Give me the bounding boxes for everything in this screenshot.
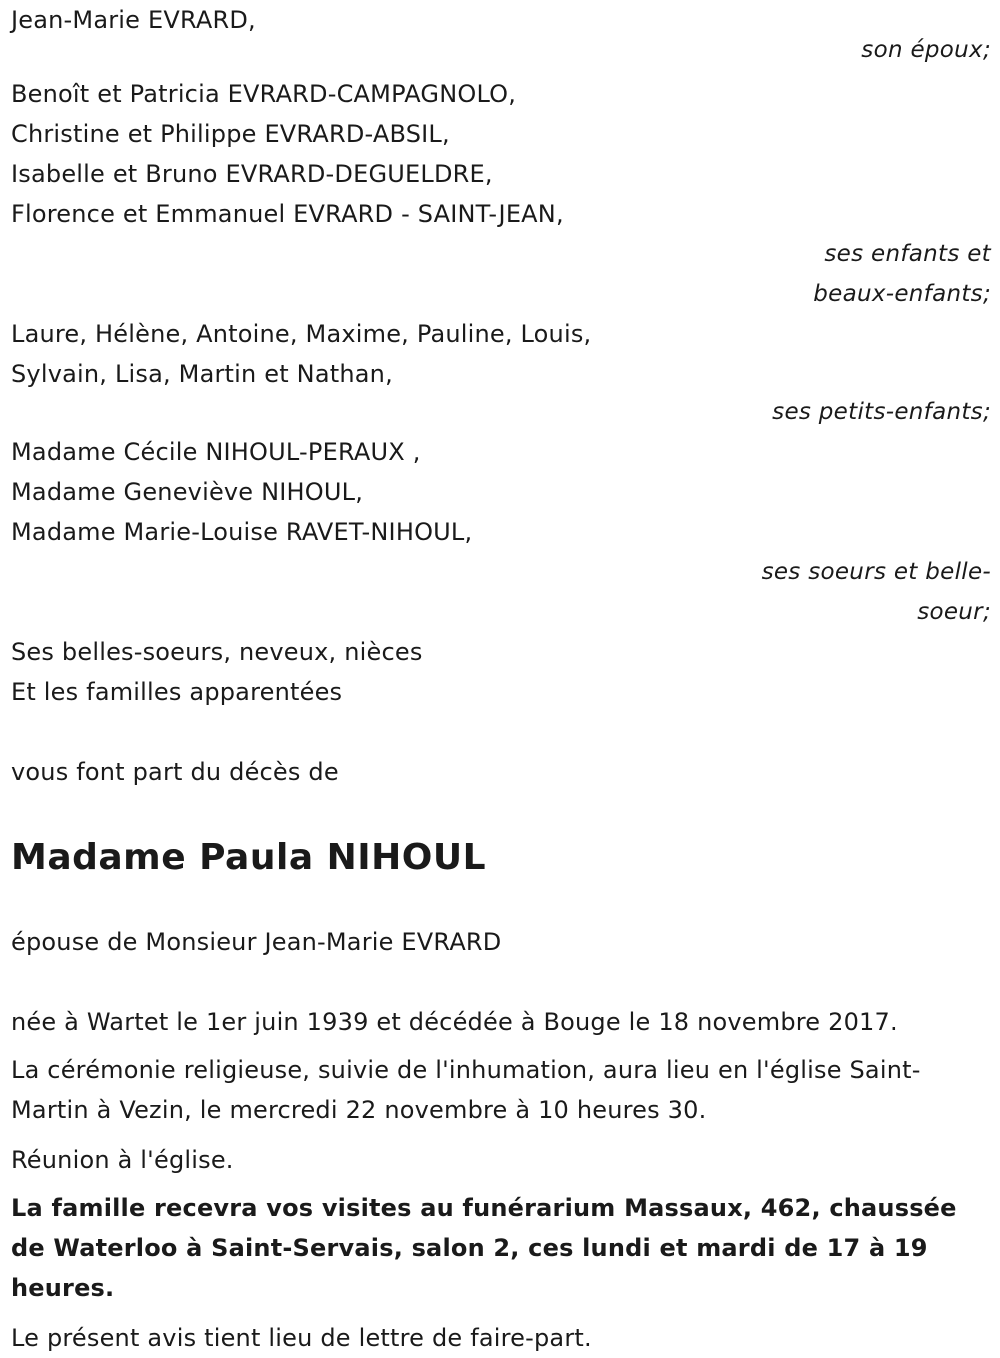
children-role: ses enfants et bbox=[824, 241, 991, 267]
meeting-line: Réunion à l'église. bbox=[11, 1146, 234, 1174]
child-line: Florence et Emmanuel EVRARD - SAINT-JEAN, bbox=[11, 200, 564, 228]
sister-line: Madame Marie-Louise RAVET-NIHOUL, bbox=[11, 518, 473, 546]
others-line: Et les familles apparentées bbox=[11, 678, 343, 706]
grandchild-line: Laure, Hélène, Antoine, Maxime, Pauline, Louis, bbox=[11, 320, 592, 348]
obituary-notice bbox=[11, 0, 991, 1358]
visits-line: La famille recevra vos visites au funérarium Massaux, 462, chaussée bbox=[11, 1194, 957, 1222]
visits-line: heures. bbox=[11, 1274, 115, 1302]
spouse-name: Jean-Marie EVRARD, bbox=[11, 6, 256, 34]
sisters-role: ses soeurs et belle- bbox=[761, 559, 991, 585]
child-line: Isabelle et Bruno EVRARD-DEGUELDRE, bbox=[11, 160, 493, 188]
grandchild-line: Sylvain, Lisa, Martin et Nathan, bbox=[11, 360, 393, 388]
spouse-role: son époux; bbox=[861, 37, 991, 63]
sister-line: Madame Cécile NIHOUL-PERAUX , bbox=[11, 438, 421, 466]
closing-line: Le présent avis tient lieu de lettre de faire-part. bbox=[11, 1324, 592, 1352]
ceremony-line: La cérémonie religieuse, suivie de l'inhumation, aura lieu en l'église Saint- bbox=[11, 1056, 921, 1084]
grandchildren-role: ses petits-enfants; bbox=[772, 399, 991, 425]
birth-death-line: née à Wartet le 1er juin 1939 et décédée à Bouge le 18 novembre 2017. bbox=[11, 1008, 898, 1036]
visits-line: de Waterloo à Saint-Servais, salon 2, ces lundi et mardi de 17 à 19 bbox=[11, 1234, 928, 1262]
others-line: Ses belles-soeurs, neveux, nièces bbox=[11, 638, 423, 666]
child-line: Benoît et Patricia EVRARD-CAMPAGNOLO, bbox=[11, 80, 517, 108]
deceased-name: Madame Paula NIHOUL bbox=[11, 837, 487, 878]
child-line: Christine et Philippe EVRARD-ABSIL, bbox=[11, 120, 450, 148]
sister-line: Madame Geneviève NIHOUL, bbox=[11, 478, 364, 506]
children-role: beaux-enfants; bbox=[813, 281, 991, 307]
sisters-role: soeur; bbox=[917, 599, 991, 625]
ceremony-line: Martin à Vezin, le mercredi 22 novembre à 10 heures 30. bbox=[11, 1096, 707, 1124]
deceased-spouse-line: épouse de Monsieur Jean-Marie EVRARD bbox=[11, 928, 502, 956]
announcement: vous font part du décès de bbox=[11, 758, 339, 786]
